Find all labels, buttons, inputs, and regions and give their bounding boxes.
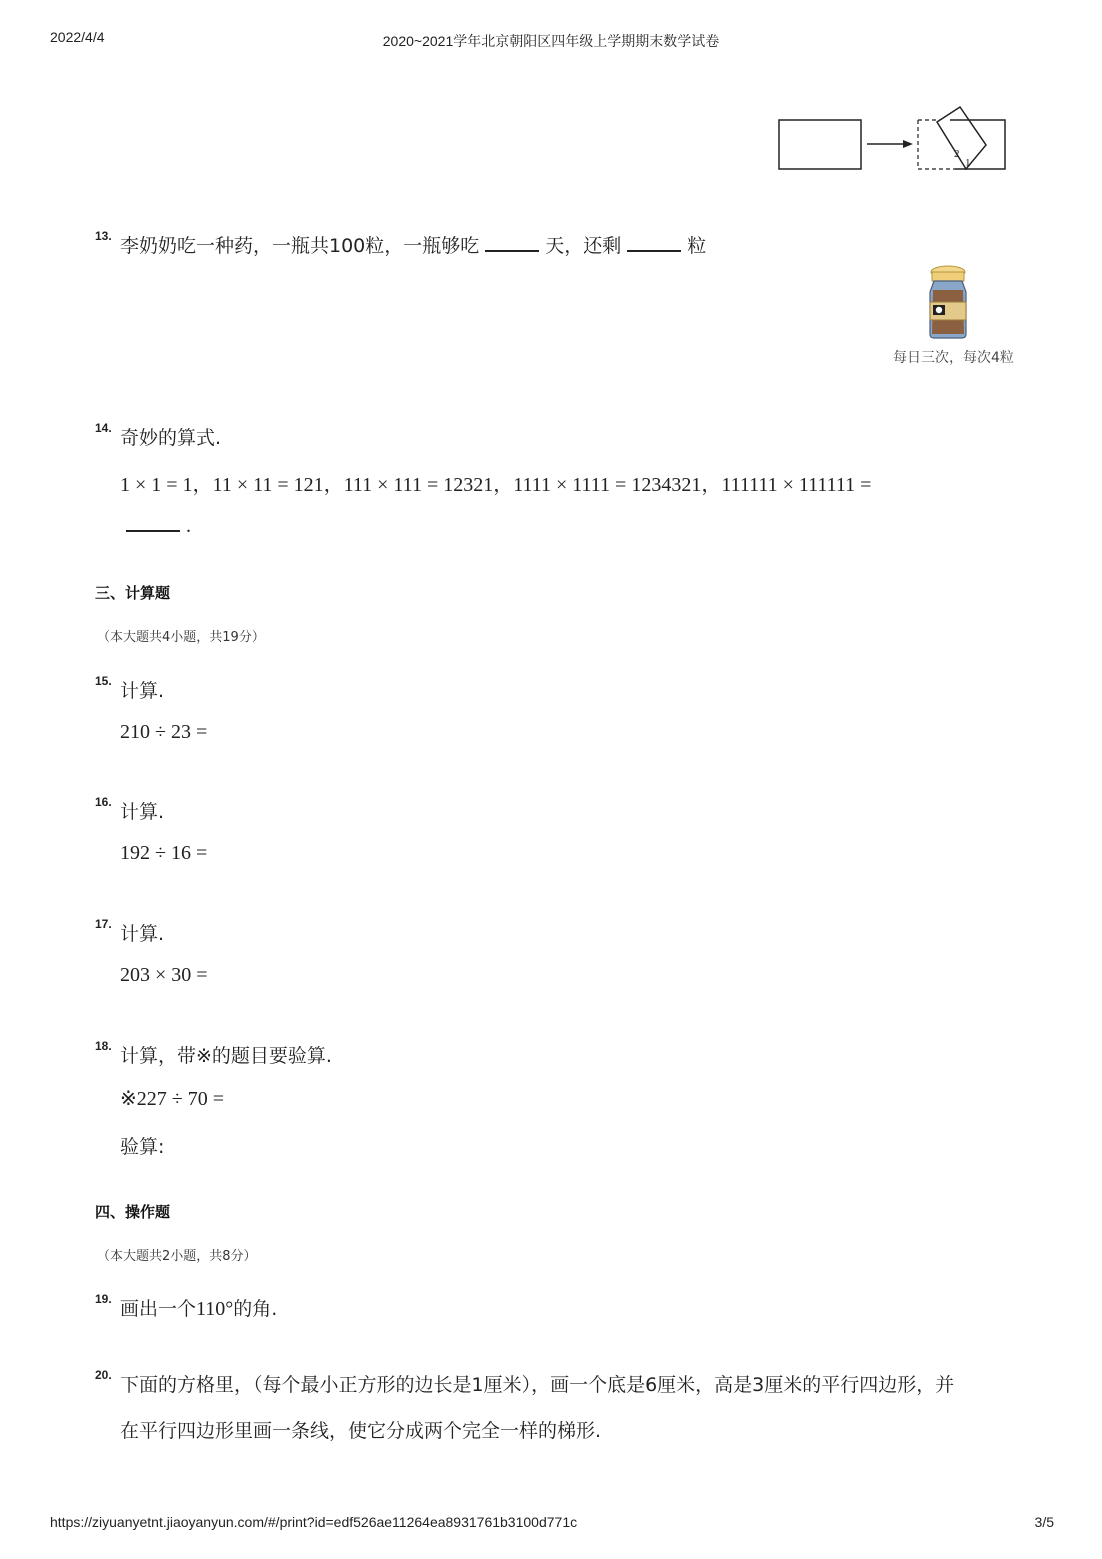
- question-20-line-1: 下面的方格里，（每个最小正方形的边长是1厘米），画一个底是6厘米，高是3厘米的平行四边形，并: [120, 1374, 955, 1396]
- answer-blank-remaining[interactable]: [627, 232, 681, 252]
- question-14-formula: 1 × 1 = 1，11 × 11 = 121，111 × 111 = 12321，1111 × 1111 = 1234321，111111 × 111111 =: [120, 474, 872, 496]
- question-18-expression: ※227 ÷ 70 =: [120, 1088, 225, 1110]
- section-4-note: （本大题共2小题，共8分）: [97, 1249, 257, 1264]
- section-3-note: （本大题共4小题，共19分）: [97, 630, 265, 645]
- question-13-part-b: 天，还剩: [545, 235, 622, 257]
- question-18-check-label: 验算:: [120, 1136, 165, 1158]
- question-19-part-b: 的角.: [233, 1298, 278, 1320]
- paper-fold-figure: [775, 100, 1015, 180]
- question-19-angle: 110°: [196, 1298, 234, 1320]
- question-13-part-c: 粒: [687, 235, 707, 257]
- print-date: 2022/4/4: [50, 29, 105, 45]
- question-13-part-a: 李奶奶吃一种药，一瓶共100粒，一瓶够吃: [120, 235, 480, 257]
- question-16-text: 计算.: [120, 801, 165, 823]
- question-14-answer-line: [124, 512, 191, 538]
- angle-1-label: 1: [965, 157, 971, 169]
- question-17-text: 计算.: [120, 923, 165, 945]
- question-13-number: 13.: [95, 229, 112, 243]
- document-title: 2020~2021学年北京朝阳区四年级上学期期末数学试卷: [382, 33, 720, 49]
- question-16-number: 16.: [95, 795, 112, 809]
- question-17-number: 17.: [95, 917, 112, 931]
- question-20-number: 20.: [95, 1368, 112, 1382]
- question-15-text: 计算.: [120, 680, 165, 702]
- question-19-text: [120, 1294, 277, 1321]
- footer-url: https://ziyuanyetnt.jiaoyanyun.com/#/print?id=edf526ae11264ea8931761b3100d771c: [50, 1514, 578, 1530]
- medicine-bottle-icon: [926, 264, 970, 340]
- question-19-number: 19.: [95, 1292, 112, 1306]
- arrow-head: [903, 140, 913, 148]
- question-19-part-a: 画出一个: [120, 1298, 197, 1320]
- question-15-number: 15.: [95, 674, 112, 688]
- angle-2-label: 2: [954, 148, 960, 160]
- question-17-expression: 203 × 30 =: [120, 964, 208, 986]
- question-18-text: 计算，带※的题目要验算.: [120, 1045, 332, 1067]
- folded-flap: [937, 107, 986, 169]
- folded-rectangle: [950, 120, 1005, 169]
- question-15-expression: 210 ÷ 23 =: [120, 721, 208, 743]
- section-3-title: 三、计算题: [95, 584, 171, 602]
- page-number: 3/5: [1034, 1514, 1054, 1530]
- question-14-end: .: [186, 515, 191, 537]
- question-20-line-2: 在平行四边形里画一条线，使它分成两个完全一样的梯形.: [120, 1420, 602, 1442]
- section-4-title: 四、操作题: [95, 1203, 171, 1221]
- question-14-text: 奇妙的算式.: [120, 427, 222, 449]
- question-18-number: 18.: [95, 1039, 112, 1053]
- question-13-text: [120, 231, 706, 258]
- question-14-number: 14.: [95, 421, 112, 435]
- bottle-caption: 每日三次，每次4粒: [893, 350, 1014, 366]
- original-rectangle: [779, 120, 861, 169]
- answer-blank-days[interactable]: [485, 232, 539, 252]
- question-16-expression: 192 ÷ 16 =: [120, 842, 208, 864]
- answer-blank-product[interactable]: [126, 512, 180, 532]
